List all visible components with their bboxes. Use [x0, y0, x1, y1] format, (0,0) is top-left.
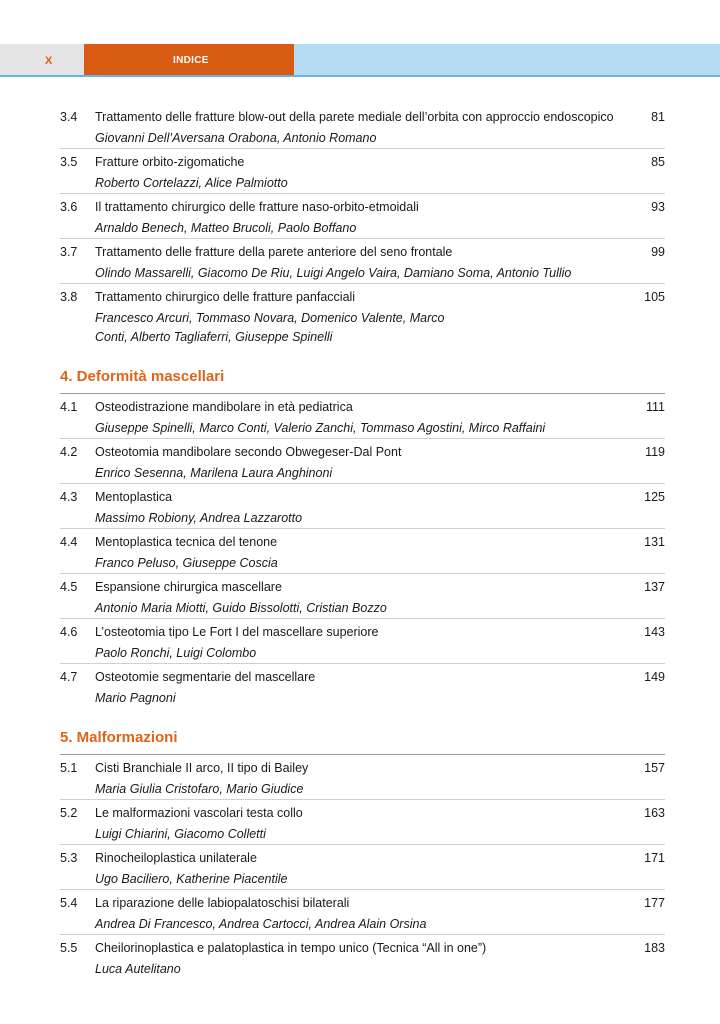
separator — [60, 238, 665, 239]
entry-authors: Olindo Massarelli, Giacomo De Riu, Luigi Angelo Vaira, Damiano Soma, Antonio Tullio — [95, 266, 572, 280]
separator — [60, 799, 665, 800]
separator — [60, 193, 665, 194]
entry-title: Osteotomie segmentarie del mascellare — [95, 670, 316, 684]
separator — [60, 663, 665, 664]
entry-number: 4.2 — [60, 445, 78, 459]
entry-authors: Antonio Maria Miotti, Guido Bissolotti, Cristian Bozzo — [95, 601, 387, 615]
header-rule — [0, 75, 720, 77]
header-page-number: X — [45, 55, 53, 67]
entry-title: Osteotomia mandibolare secondo Obwegeser-Dal Pont — [95, 445, 402, 459]
entry-number: 5.3 — [60, 851, 78, 865]
section-heading-5: 5. Malformazioni — [60, 729, 178, 746]
entry-number: 5.4 — [60, 896, 78, 910]
entry-title: La riparazione delle labiopalatoschisi bilaterali — [95, 896, 350, 910]
entry-title: Espansione chirurgica mascellare — [95, 580, 282, 594]
entry-title: Trattamento delle fratture blow-out della parete mediale dell’orbita con approccio endoscopico — [95, 110, 614, 124]
entry-page: 163 — [644, 806, 665, 820]
entry-authors: Roberto Cortelazzi, Alice Palmiotto — [95, 176, 288, 190]
entry-title: Le malformazioni vascolari testa collo — [95, 806, 303, 820]
entry-title: Trattamento chirurgico delle fratture panfacciali — [95, 290, 356, 304]
entry-authors: Ugo Baciliero, Katherine Piacentile — [95, 872, 288, 886]
separator — [60, 844, 665, 845]
entry-page: 143 — [644, 625, 665, 639]
entry-number: 4.6 — [60, 625, 78, 639]
entry-authors: Francesco Arcuri, Tommaso Novara, Domenico Valente, Marco Conti, Alberto Tagliaferri, Giuseppe Spinelli — [95, 311, 445, 344]
entry-page: 137 — [644, 580, 665, 594]
section-heading-4: 4. Deformità mascellari — [60, 368, 225, 385]
entry-number: 4.1 — [60, 400, 78, 414]
separator — [60, 618, 665, 619]
entry-authors: Giovanni Dell’Aversana Orabona, Antonio Romano — [95, 131, 377, 145]
entry-authors: Paolo Ronchi, Luigi Colombo — [95, 646, 257, 660]
entry-page: 125 — [644, 490, 665, 504]
entry-page: 131 — [644, 535, 665, 549]
separator — [60, 528, 665, 529]
entry-title: Il trattamento chirurgico delle fratture naso-orbito-etmoidali — [95, 200, 419, 214]
header-title: INDICE — [173, 55, 209, 66]
entry-number: 4.4 — [60, 535, 78, 549]
separator — [60, 934, 665, 935]
entry-title: Mentoplastica tecnica del tenone — [95, 535, 278, 549]
separator — [60, 283, 665, 284]
entry-page: 93 — [651, 200, 665, 214]
entry-number: 5.5 — [60, 941, 78, 955]
entry-page: 99 — [651, 245, 665, 259]
entry-authors: Luca Autelitano — [95, 962, 181, 976]
entry-authors: Arnaldo Benech, Matteo Brucoli, Paolo Boffano — [95, 221, 357, 235]
entry-page: 171 — [644, 851, 665, 865]
entry-page: 111 — [645, 400, 665, 414]
entry-number: 3.4 — [60, 110, 78, 124]
entry-authors: Mario Pagnoni — [95, 691, 176, 705]
separator — [60, 438, 665, 439]
separator — [60, 573, 665, 574]
entry-authors: Franco Peluso, Giuseppe Coscia — [95, 556, 278, 570]
entry-page: 81 — [651, 110, 665, 124]
header-title-box — [84, 44, 294, 75]
section-rule — [60, 393, 665, 394]
section-rule — [60, 754, 665, 755]
entry-page: 119 — [645, 445, 665, 459]
entry-title: Cheilorinoplastica e palatoplastica in tempo unico (Tecnica “All in one”) — [95, 941, 487, 955]
entry-page: 157 — [644, 761, 665, 775]
entry-number: 5.2 — [60, 806, 78, 820]
entry-title: Trattamento delle fratture della parete anteriore del seno frontale — [95, 245, 453, 259]
separator — [60, 148, 665, 149]
header-band — [294, 44, 720, 75]
entry-authors: Maria Giulia Cristofaro, Mario Giudice — [95, 782, 304, 796]
entry-number: 3.6 — [60, 200, 78, 214]
entry-number: 4.7 — [60, 670, 78, 684]
entry-page: 149 — [644, 670, 665, 684]
entry-page: 105 — [644, 290, 665, 304]
entry-authors: Giuseppe Spinelli, Marco Conti, Valerio Zanchi, Tommaso Agostini, Mirco Raffaini — [95, 421, 546, 435]
entry-authors: Andrea Di Francesco, Andrea Cartocci, Andrea Alain Orsina — [95, 917, 427, 931]
page-header — [0, 44, 720, 76]
entry-number: 4.5 — [60, 580, 78, 594]
entry-authors: Massimo Robiony, Andrea Lazzarotto — [95, 511, 303, 525]
header-page-number-box — [0, 44, 84, 75]
entry-number: 4.3 — [60, 490, 78, 504]
separator — [60, 889, 665, 890]
entry-number: 5.1 — [60, 761, 78, 775]
entry-number: 3.8 — [60, 290, 78, 304]
entry-title: L’osteotomia tipo Le Fort I del mascellare superiore — [95, 625, 379, 639]
entry-page: 177 — [644, 896, 665, 910]
entry-title: Osteodistrazione mandibolare in età pediatrica — [95, 400, 353, 414]
entry-title: Rinocheiloplastica unilaterale — [95, 851, 257, 865]
entry-authors: Enrico Sesenna, Marilena Laura Anghinoni — [95, 466, 333, 480]
entry-title: Cisti Branchiale II arco, II tipo di Bailey — [95, 761, 309, 775]
entry-number: 3.5 — [60, 155, 78, 169]
entry-page: 85 — [651, 155, 665, 169]
entry-page: 183 — [644, 941, 665, 955]
entry-authors: Luigi Chiarini, Giacomo Colletti — [95, 827, 266, 841]
entry-number: 3.7 — [60, 245, 78, 259]
separator — [60, 483, 665, 484]
entry-title: Mentoplastica — [95, 490, 173, 504]
entry-title: Fratture orbito-zigomatiche — [95, 155, 245, 169]
